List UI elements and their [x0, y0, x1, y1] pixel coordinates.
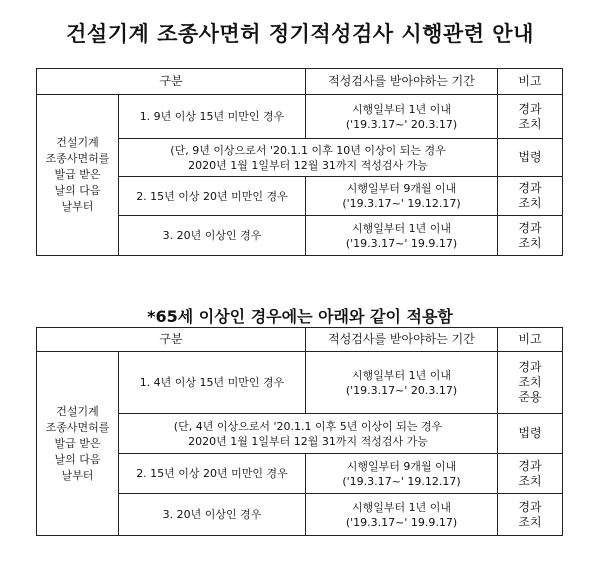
category-cell: 건설기계 조종사면허를 발급 받은 날의 다음 날부터	[37, 352, 119, 536]
header-category: 구분	[37, 328, 306, 352]
condition-cell: 3. 20년 이상인 경우	[119, 494, 306, 536]
condition-cell: 3. 20년 이상인 경우	[119, 216, 306, 256]
header-period: 적성검사를 받아야하는 기간	[306, 328, 498, 352]
period-cell: 시행일부터 1년 이내 ('19.3.17~' 20.3.17)	[306, 352, 498, 414]
note-cell: 경과 조치	[498, 494, 563, 536]
header-category: 구분	[37, 69, 306, 95]
note-cell: 법령	[498, 139, 563, 177]
note-cell: 경과 조치	[498, 95, 563, 139]
note-cell: 경과 조치	[498, 216, 563, 256]
section-subtitle: *65세 이상인 경우에는 아래와 같이 적용함	[147, 307, 453, 326]
note-cell: 경과 조치 준용	[498, 352, 563, 414]
schedule-table-general	[36, 68, 563, 256]
condition-cell: 2. 15년 이상 20년 미만인 경우	[119, 454, 306, 494]
table-row	[37, 352, 563, 414]
period-cell: 시행일부터 1년 이내 ('19.3.17~' 20.3.17)	[306, 95, 498, 139]
table-header-row	[37, 69, 563, 95]
category-cell: 건설기계 조종사면허를 발급 받은 날의 다음 날부터	[37, 95, 119, 256]
table-header-row	[37, 328, 563, 352]
header-period: 적성검사를 받아야하는 기간	[306, 69, 498, 95]
period-cell: 시행일부터 9개월 이내 ('19.3.17~' 19.12.17)	[306, 454, 498, 494]
condition-cell: 2. 15년 이상 20년 미만인 경우	[119, 177, 306, 216]
exception-cell: (단, 9년 이상으로서 '20.1.1 이후 10년 이상이 되는 경우 2020년 1월 1일부터 12월 31까지 적성검사 가능	[119, 139, 498, 177]
condition-cell: 1. 9년 이상 15년 미만인 경우	[119, 95, 306, 139]
note-cell: 법령	[498, 414, 563, 454]
period-cell: 시행일부터 9개월 이내 ('19.3.17~' 19.12.17)	[306, 177, 498, 216]
header-note: 비고	[498, 69, 563, 95]
period-cell: 시행일부터 1년 이내 ('19.3.17~' 19.9.17)	[306, 216, 498, 256]
header-note: 비고	[498, 328, 563, 352]
note-cell: 경과 조치	[498, 177, 563, 216]
schedule-table-over65	[36, 327, 563, 536]
exception-cell: (단, 4년 이상으로서 '20.1.1 이후 5년 이상이 되는 경우 2020년 1월 1일부터 12월 31까지 적성검사 가능	[119, 414, 498, 454]
condition-cell: 1. 4년 이상 15년 미만인 경우	[119, 352, 306, 414]
page-title: 건설기계 조종사면허 정기적성검사 시행관련 안내	[66, 22, 534, 46]
note-cell: 경과 조치	[498, 454, 563, 494]
table-row	[37, 95, 563, 139]
period-cell: 시행일부터 1년 이내 ('19.3.17~' 19.9.17)	[306, 494, 498, 536]
